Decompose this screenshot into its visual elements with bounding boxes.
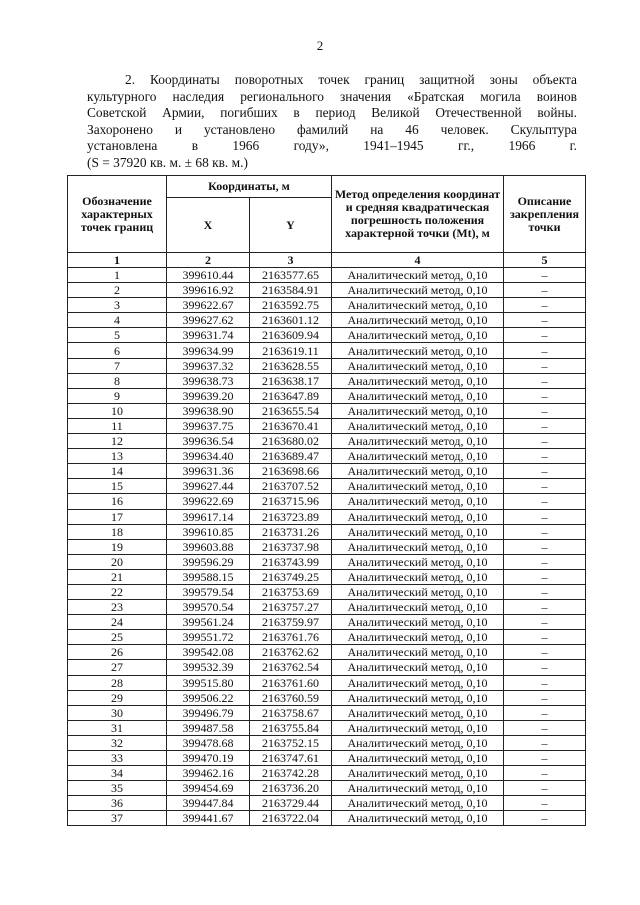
- description-cell: –: [504, 600, 586, 615]
- description-cell: –: [504, 388, 586, 403]
- description-cell: –: [504, 675, 586, 690]
- method-cell: Аналитический метод, 0,10: [332, 766, 504, 781]
- x-coordinate-cell: 399561.24: [167, 615, 250, 630]
- header-method-label: Метод определения координат и средняя квадратическая погрешность положения характерной точки (Mt), м: [334, 187, 501, 240]
- table-row: [68, 796, 586, 811]
- method-cell: Аналитический метод, 0,10: [332, 645, 504, 660]
- point-number-cell: 32: [68, 735, 167, 750]
- x-coordinate-cell: 399637.32: [167, 358, 250, 373]
- description-cell: –: [504, 328, 586, 343]
- x-coordinate-cell: 399622.67: [167, 298, 250, 313]
- method-cell: Аналитический метод, 0,10: [332, 554, 504, 569]
- method-cell: Аналитический метод, 0,10: [332, 690, 504, 705]
- y-coordinate-cell: 2163638.17: [250, 373, 332, 388]
- point-number-cell: 9: [68, 388, 167, 403]
- point-number-cell: 33: [68, 751, 167, 766]
- method-cell: Аналитический метод, 0,10: [332, 509, 504, 524]
- point-number-cell: 20: [68, 554, 167, 569]
- y-coordinate-cell: 2163577.65: [250, 268, 332, 283]
- table-row: [68, 343, 586, 358]
- x-coordinate-cell: 399462.16: [167, 766, 250, 781]
- x-coordinate-cell: 399570.54: [167, 600, 250, 615]
- table-row: [68, 509, 586, 524]
- method-cell: Аналитический метод, 0,10: [332, 584, 504, 599]
- x-coordinate-cell: 399542.08: [167, 645, 250, 660]
- table-row: [68, 388, 586, 403]
- y-coordinate-cell: 2163736.20: [250, 781, 332, 796]
- y-coordinate-cell: 2163762.62: [250, 645, 332, 660]
- table-row: [68, 720, 586, 735]
- point-number-cell: 28: [68, 675, 167, 690]
- description-cell: –: [504, 584, 586, 599]
- y-coordinate-cell: 2163737.98: [250, 539, 332, 554]
- method-cell: Аналитический метод, 0,10: [332, 343, 504, 358]
- point-number-cell: 13: [68, 449, 167, 464]
- table-row: [68, 630, 586, 645]
- header-designation: Обозначение характерных точек границ: [68, 176, 167, 253]
- y-coordinate-cell: 2163715.96: [250, 494, 332, 509]
- description-cell: –: [504, 313, 586, 328]
- table-row: [68, 660, 586, 675]
- method-cell: Аналитический метод, 0,10: [332, 328, 504, 343]
- method-cell: Аналитический метод, 0,10: [332, 811, 504, 826]
- point-number-cell: 5: [68, 328, 167, 343]
- y-coordinate-cell: 2163743.99: [250, 554, 332, 569]
- x-coordinate-cell: 399627.44: [167, 479, 250, 494]
- intro-line: Советской Армии, погибших в период Великой Отечественной войны.: [87, 105, 577, 121]
- method-cell: Аналитический метод, 0,10: [332, 660, 504, 675]
- description-cell: –: [504, 554, 586, 569]
- x-coordinate-cell: 399634.99: [167, 343, 250, 358]
- table-row: [68, 298, 586, 313]
- y-coordinate-cell: 2163680.02: [250, 434, 332, 449]
- page-number: 2: [316, 38, 324, 53]
- x-coordinate-cell: 399631.74: [167, 328, 250, 343]
- y-coordinate-cell: 2163698.66: [250, 464, 332, 479]
- point-number-cell: 12: [68, 434, 167, 449]
- description-cell: –: [504, 705, 586, 720]
- description-cell: –: [504, 811, 586, 826]
- description-cell: –: [504, 373, 586, 388]
- y-coordinate-cell: 2163752.15: [250, 735, 332, 750]
- table-row: [68, 554, 586, 569]
- table-row: [68, 418, 586, 433]
- y-coordinate-cell: 2163759.97: [250, 615, 332, 630]
- description-cell: –: [504, 479, 586, 494]
- y-coordinate-cell: 2163753.69: [250, 584, 332, 599]
- y-coordinate-cell: 2163758.67: [250, 705, 332, 720]
- point-number-cell: 34: [68, 766, 167, 781]
- x-coordinate-cell: 399487.58: [167, 720, 250, 735]
- table-row: [68, 615, 586, 630]
- point-number-cell: 2: [68, 283, 167, 298]
- table-row: [68, 358, 586, 373]
- description-cell: –: [504, 298, 586, 313]
- description-cell: –: [504, 615, 586, 630]
- x-coordinate-cell: 399627.62: [167, 313, 250, 328]
- table-row: [68, 539, 586, 554]
- point-number-cell: 6: [68, 343, 167, 358]
- y-coordinate-cell: 2163628.55: [250, 358, 332, 373]
- x-coordinate-cell: 399596.29: [167, 554, 250, 569]
- y-coordinate-cell: 2163619.11: [250, 343, 332, 358]
- table-row: [68, 434, 586, 449]
- point-number-cell: 22: [68, 584, 167, 599]
- point-number-cell: 15: [68, 479, 167, 494]
- point-number-cell: 1: [68, 268, 167, 283]
- table-row: [68, 781, 586, 796]
- y-coordinate-cell: 2163722.04: [250, 811, 332, 826]
- point-number-cell: 36: [68, 796, 167, 811]
- description-cell: –: [504, 751, 586, 766]
- intro-line: 2. Координаты поворотных точек границ защитной зоны объекта: [125, 72, 577, 87]
- description-cell: –: [504, 524, 586, 539]
- x-coordinate-cell: 399588.15: [167, 569, 250, 584]
- x-coordinate-cell: 399551.72: [167, 630, 250, 645]
- y-coordinate-cell: 2163655.54: [250, 403, 332, 418]
- point-number-cell: 25: [68, 630, 167, 645]
- table-row: [68, 524, 586, 539]
- x-coordinate-cell: 399616.92: [167, 283, 250, 298]
- y-coordinate-cell: 2163592.75: [250, 298, 332, 313]
- point-number-cell: 17: [68, 509, 167, 524]
- y-coordinate-cell: 2163760.59: [250, 690, 332, 705]
- y-coordinate-cell: 2163747.61: [250, 751, 332, 766]
- description-cell: –: [504, 660, 586, 675]
- y-coordinate-cell: 2163584.91: [250, 283, 332, 298]
- method-cell: Аналитический метод, 0,10: [332, 464, 504, 479]
- table-row: [68, 313, 586, 328]
- method-cell: Аналитический метод, 0,10: [332, 494, 504, 509]
- table-row: [68, 479, 586, 494]
- method-cell: Аналитический метод, 0,10: [332, 675, 504, 690]
- method-cell: Аналитический метод, 0,10: [332, 403, 504, 418]
- method-cell: Аналитический метод, 0,10: [332, 313, 504, 328]
- method-cell: Аналитический метод, 0,10: [332, 418, 504, 433]
- description-cell: –: [504, 268, 586, 283]
- intro-line: Захоронено и установлено фамилий на 46 человек. Скульптура: [87, 121, 577, 137]
- table-row: [68, 690, 586, 705]
- table-row: [68, 811, 586, 826]
- y-coordinate-cell: 2163729.44: [250, 796, 332, 811]
- column-number: 5: [504, 253, 586, 268]
- intro-line: культурного наследия регионального значения «Братская могила воинов: [87, 88, 577, 104]
- method-cell: Аналитический метод, 0,10: [332, 479, 504, 494]
- table-row: [68, 449, 586, 464]
- method-cell: Аналитический метод, 0,10: [332, 615, 504, 630]
- header-description: Описание закрепления точки: [504, 176, 586, 253]
- description-cell: –: [504, 464, 586, 479]
- x-coordinate-cell: 399637.75: [167, 418, 250, 433]
- description-cell: –: [504, 645, 586, 660]
- description-cell: –: [504, 494, 586, 509]
- table-row: [68, 403, 586, 418]
- description-cell: –: [504, 735, 586, 750]
- table-row: [68, 584, 586, 599]
- point-number-cell: 35: [68, 781, 167, 796]
- intro-line: установлена в 1966 году», 1941–1945 гг., 1966 г.: [87, 138, 577, 154]
- method-cell: Аналитический метод, 0,10: [332, 630, 504, 645]
- x-coordinate-cell: 399639.20: [167, 388, 250, 403]
- x-coordinate-cell: 399638.73: [167, 373, 250, 388]
- column-number: 4: [332, 253, 504, 268]
- point-number-cell: 29: [68, 690, 167, 705]
- description-cell: –: [504, 403, 586, 418]
- y-coordinate-cell: 2163723.89: [250, 509, 332, 524]
- y-coordinate-cell: 2163742.28: [250, 766, 332, 781]
- x-coordinate-cell: 399631.36: [167, 464, 250, 479]
- point-number-cell: 7: [68, 358, 167, 373]
- x-coordinate-cell: 399638.90: [167, 403, 250, 418]
- y-coordinate-cell: 2163761.60: [250, 675, 332, 690]
- method-cell: Аналитический метод, 0,10: [332, 434, 504, 449]
- y-coordinate-cell: 2163670.41: [250, 418, 332, 433]
- table-row: [68, 268, 586, 283]
- method-cell: Аналитический метод, 0,10: [332, 373, 504, 388]
- x-coordinate-cell: 399506.22: [167, 690, 250, 705]
- description-cell: –: [504, 343, 586, 358]
- description-cell: –: [504, 781, 586, 796]
- point-number-cell: 21: [68, 569, 167, 584]
- table-row: [68, 735, 586, 750]
- table-row: [68, 705, 586, 720]
- point-number-cell: 16: [68, 494, 167, 509]
- header-x: X: [167, 198, 250, 253]
- y-coordinate-cell: 2163757.27: [250, 600, 332, 615]
- table-row: [68, 766, 586, 781]
- point-number-cell: 31: [68, 720, 167, 735]
- description-cell: –: [504, 766, 586, 781]
- method-cell: Аналитический метод, 0,10: [332, 268, 504, 283]
- y-coordinate-cell: 2163731.26: [250, 524, 332, 539]
- x-coordinate-cell: 399515.80: [167, 675, 250, 690]
- description-cell: –: [504, 358, 586, 373]
- point-number-cell: 24: [68, 615, 167, 630]
- point-number-cell: 23: [68, 600, 167, 615]
- point-number-cell: 11: [68, 418, 167, 433]
- intro-line: (S = 37920 кв. м. ± 68 кв. м.): [87, 154, 248, 170]
- header-coordinates: Координаты, м: [167, 176, 332, 198]
- table-row: [68, 675, 586, 690]
- method-cell: Аналитический метод, 0,10: [332, 298, 504, 313]
- point-number-cell: 30: [68, 705, 167, 720]
- x-coordinate-cell: 399447.84: [167, 796, 250, 811]
- table-row: [68, 283, 586, 298]
- column-number: 1: [68, 253, 167, 268]
- method-cell: Аналитический метод, 0,10: [332, 569, 504, 584]
- description-cell: –: [504, 539, 586, 554]
- point-number-cell: 4: [68, 313, 167, 328]
- y-coordinate-cell: 2163609.94: [250, 328, 332, 343]
- y-coordinate-cell: 2163689.47: [250, 449, 332, 464]
- header-y: Y: [250, 198, 332, 253]
- table-row: [68, 373, 586, 388]
- point-number-cell: 8: [68, 373, 167, 388]
- point-number-cell: 19: [68, 539, 167, 554]
- table-row: [68, 328, 586, 343]
- method-cell: Аналитический метод, 0,10: [332, 539, 504, 554]
- y-coordinate-cell: 2163647.89: [250, 388, 332, 403]
- coordinates-table: [67, 175, 586, 826]
- method-cell: Аналитический метод, 0,10: [332, 796, 504, 811]
- point-number-cell: 10: [68, 403, 167, 418]
- point-number-cell: 26: [68, 645, 167, 660]
- description-cell: –: [504, 509, 586, 524]
- description-cell: –: [504, 796, 586, 811]
- x-coordinate-cell: 399610.44: [167, 268, 250, 283]
- x-coordinate-cell: 399470.19: [167, 751, 250, 766]
- point-number-cell: 37: [68, 811, 167, 826]
- x-coordinate-cell: 399636.54: [167, 434, 250, 449]
- table-row: [68, 645, 586, 660]
- table-row: [68, 569, 586, 584]
- method-cell: Аналитический метод, 0,10: [332, 283, 504, 298]
- y-coordinate-cell: 2163762.54: [250, 660, 332, 675]
- table-row: [68, 751, 586, 766]
- method-cell: Аналитический метод, 0,10: [332, 720, 504, 735]
- x-coordinate-cell: 399441.67: [167, 811, 250, 826]
- method-cell: Аналитический метод, 0,10: [332, 600, 504, 615]
- column-number: 3: [250, 253, 332, 268]
- table-body: [68, 268, 586, 826]
- y-coordinate-cell: 2163761.76: [250, 630, 332, 645]
- description-cell: –: [504, 630, 586, 645]
- intro-paragraph: [87, 72, 577, 172]
- x-coordinate-cell: 399454.69: [167, 781, 250, 796]
- method-cell: Аналитический метод, 0,10: [332, 705, 504, 720]
- header-method: [332, 176, 504, 253]
- y-coordinate-cell: 2163601.12: [250, 313, 332, 328]
- y-coordinate-cell: 2163707.52: [250, 479, 332, 494]
- point-number-cell: 14: [68, 464, 167, 479]
- x-coordinate-cell: 399478.68: [167, 735, 250, 750]
- x-coordinate-cell: 399496.79: [167, 705, 250, 720]
- point-number-cell: 18: [68, 524, 167, 539]
- method-cell: Аналитический метод, 0,10: [332, 735, 504, 750]
- x-coordinate-cell: 399579.54: [167, 584, 250, 599]
- method-cell: Аналитический метод, 0,10: [332, 449, 504, 464]
- x-coordinate-cell: 399603.88: [167, 539, 250, 554]
- x-coordinate-cell: 399617.14: [167, 509, 250, 524]
- description-cell: –: [504, 449, 586, 464]
- y-coordinate-cell: 2163755.84: [250, 720, 332, 735]
- method-cell: Аналитический метод, 0,10: [332, 781, 504, 796]
- description-cell: –: [504, 418, 586, 433]
- table-row: [68, 600, 586, 615]
- method-cell: Аналитический метод, 0,10: [332, 388, 504, 403]
- x-coordinate-cell: 399622.69: [167, 494, 250, 509]
- column-number: 2: [167, 253, 250, 268]
- y-coordinate-cell: 2163749.25: [250, 569, 332, 584]
- method-cell: Аналитический метод, 0,10: [332, 751, 504, 766]
- x-coordinate-cell: 399610.85: [167, 524, 250, 539]
- description-cell: –: [504, 690, 586, 705]
- method-cell: Аналитический метод, 0,10: [332, 524, 504, 539]
- table-row: [68, 494, 586, 509]
- point-number-cell: 27: [68, 660, 167, 675]
- point-number-cell: 3: [68, 298, 167, 313]
- x-coordinate-cell: 399634.40: [167, 449, 250, 464]
- description-cell: –: [504, 434, 586, 449]
- description-cell: –: [504, 569, 586, 584]
- method-cell: Аналитический метод, 0,10: [332, 358, 504, 373]
- description-cell: –: [504, 283, 586, 298]
- description-cell: –: [504, 720, 586, 735]
- table-row: [68, 464, 586, 479]
- x-coordinate-cell: 399532.39: [167, 660, 250, 675]
